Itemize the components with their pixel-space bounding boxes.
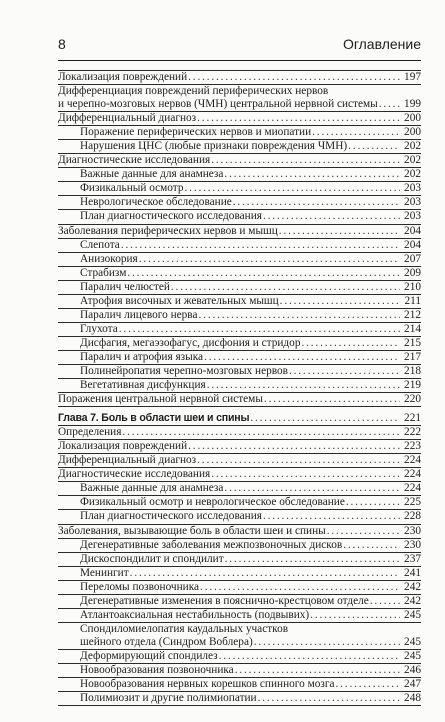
toc-entry-title: Новообразования нервных корешков спинного мозга — [80, 678, 335, 691]
toc-entry[interactable] — [58, 468, 421, 482]
toc-entry[interactable] — [58, 553, 421, 567]
toc-entry-title: Глухота — [80, 322, 118, 335]
toc-page-number: 242 — [404, 580, 421, 593]
toc-page-number: 203 — [404, 182, 421, 195]
toc-page-number: 211 — [404, 294, 421, 307]
dot-leader — [348, 140, 400, 153]
dot-leader — [207, 379, 400, 392]
toc-entry[interactable] — [58, 126, 421, 140]
toc-entry[interactable] — [58, 650, 421, 664]
toc-entry-title: Полимиозит и другие полимиопатии — [80, 692, 257, 705]
toc-page-number: 202 — [404, 154, 421, 167]
toc-page-number: 245 — [404, 649, 421, 662]
toc-page-number: 203 — [404, 196, 421, 209]
dot-leader — [211, 468, 400, 481]
toc-entry[interactable] — [58, 510, 421, 524]
toc-entry-title: Диагностические исследования — [58, 154, 211, 167]
toc-entry-title: Деформирующий спондилез — [80, 649, 218, 662]
toc-entry-title: Заболевания периферических нервов и мышц — [58, 224, 278, 237]
toc-entry[interactable] — [58, 168, 421, 182]
toc-entry-title: Переломы позвоночника — [80, 580, 200, 593]
dot-leader — [301, 337, 400, 350]
toc-page-number: 202 — [404, 140, 421, 153]
toc-page-number: 217 — [404, 350, 421, 363]
toc-page-number: 210 — [404, 280, 421, 293]
toc-page-number: 224 — [404, 468, 421, 481]
toc-entry[interactable] — [58, 525, 421, 539]
toc-entry-title: Дискоспондилит и спондилит — [80, 552, 224, 565]
toc-entry[interactable] — [58, 295, 421, 309]
toc-entry-title: Дифференциальный диагноз — [58, 454, 197, 467]
toc-entry[interactable] — [58, 365, 421, 379]
dot-leader — [310, 609, 400, 622]
dot-leader — [327, 525, 400, 538]
toc-page-number: 204 — [404, 238, 421, 251]
toc-entry-title: Менингит — [80, 566, 129, 579]
toc-entry[interactable] — [58, 281, 421, 295]
dot-leader — [127, 267, 400, 280]
toc-page-number: 224 — [404, 482, 421, 495]
toc-entry-title: Атлантоаксиальная нестабильность (подвывих) — [80, 608, 310, 621]
dot-leader — [312, 126, 400, 139]
toc-entry-title: Дифференциальный диагноз — [58, 112, 197, 125]
toc-entry[interactable] — [58, 351, 421, 365]
toc-page-number: 246 — [404, 663, 421, 676]
toc-entry-title: Физикальный осмотр и неврологическое обследование — [80, 496, 345, 509]
toc-page-number: 218 — [404, 364, 421, 377]
toc-entry[interactable] — [58, 664, 421, 678]
toc-entry[interactable] — [58, 140, 421, 154]
toc-entry-title: Неврологическое обследование — [80, 196, 232, 209]
toc-entry[interactable] — [58, 337, 421, 351]
toc-entry-title-line1: Дифференциация повреждений периферических нервов — [58, 85, 329, 98]
toc-entry-title: Паралич и атрофия языка — [80, 350, 204, 363]
toc-entry-title: Страбизм — [80, 266, 127, 279]
dot-leader — [233, 196, 400, 209]
toc-entry[interactable] — [58, 692, 421, 706]
toc-entry-title: Вегетативная дисфункция — [80, 379, 206, 392]
toc-page-number: 204 — [404, 224, 421, 237]
dot-leader — [264, 393, 400, 406]
running-title: Оглавление — [342, 36, 421, 52]
toc-page-number: 228 — [404, 510, 421, 523]
toc-page-number: 200 — [404, 126, 421, 139]
toc-page-number: 215 — [404, 336, 421, 349]
toc-entry[interactable] — [58, 267, 421, 281]
dot-leader — [219, 650, 400, 663]
toc-page-number: 225 — [404, 496, 421, 509]
toc-entry[interactable] — [58, 379, 421, 393]
toc-page-number: 209 — [404, 266, 421, 279]
toc-entry-title: Паралич челюстей — [80, 280, 170, 293]
toc-entry-title: Диагностические исследования — [58, 468, 211, 481]
toc-entry[interactable] — [58, 154, 421, 168]
dot-leader — [139, 253, 400, 266]
dot-leader — [379, 98, 400, 111]
dot-leader — [185, 182, 400, 195]
toc-entry-title: шейного отдела (Синдром Воблера) — [80, 635, 253, 648]
toc-entry[interactable] — [58, 539, 421, 553]
toc-page-number: 200 — [404, 112, 421, 125]
table-of-contents — [58, 70, 421, 706]
dot-leader — [211, 154, 400, 167]
toc-entry[interactable] — [58, 253, 421, 267]
toc-entry-title: Заболевания, вызывающие боль в области шеи и спины — [58, 524, 326, 537]
dot-leader — [224, 482, 400, 495]
dot-leader — [263, 510, 400, 523]
dot-leader — [197, 454, 400, 467]
toc-page-number: 223 — [404, 440, 421, 453]
toc-page-number: 219 — [404, 379, 421, 392]
toc-page-number: 199 — [404, 98, 421, 111]
toc-entry-title: Полинейропатия черепно-мозговых нервов — [80, 364, 288, 377]
dot-leader — [254, 636, 400, 649]
dot-leader — [370, 595, 400, 608]
toc-page-number: 197 — [404, 71, 421, 83]
dot-leader — [121, 239, 400, 252]
dot-leader — [258, 692, 400, 705]
toc-entry-title: Слепота — [80, 238, 120, 251]
toc-page-number: 222 — [404, 426, 421, 439]
toc-entry[interactable] — [58, 623, 421, 650]
dot-leader — [225, 553, 400, 566]
toc-entry[interactable] — [58, 239, 421, 253]
toc-entry[interactable] — [58, 309, 421, 323]
toc-entry[interactable] — [58, 595, 421, 609]
toc-entry-title: Поражение периферических нервов и миопатии — [80, 126, 312, 139]
toc-page-number: 207 — [404, 252, 421, 265]
dot-leader — [250, 412, 400, 425]
toc-page-number: 203 — [404, 210, 421, 223]
page-number: 8 — [58, 36, 66, 52]
toc-entry-title: Важные данные для анамнеза — [80, 168, 224, 181]
toc-entry[interactable] — [58, 678, 421, 692]
toc-entry[interactable] — [58, 426, 421, 440]
toc-entry[interactable] — [58, 440, 421, 454]
toc-entry[interactable] — [58, 567, 421, 581]
toc-entry[interactable] — [58, 112, 421, 126]
toc-entry[interactable] — [58, 196, 421, 210]
dot-leader — [346, 496, 400, 509]
toc-entry-title: Глава 7. Боль в области шеи и спины — [58, 412, 250, 425]
toc-entry[interactable] — [58, 609, 421, 623]
toc-chapter-entry[interactable] — [58, 412, 421, 426]
toc-entry-title: Определения — [58, 426, 122, 439]
toc-page-number: 214 — [404, 322, 421, 335]
toc-page-number: 224 — [404, 454, 421, 467]
toc-entry-title: План диагностического исследования — [80, 510, 262, 523]
toc-entry-title: Важные данные для анамнеза — [80, 482, 224, 495]
page-header — [58, 36, 421, 58]
toc-entry-title: Новообразования позвоночника — [80, 663, 234, 676]
dot-leader — [200, 581, 400, 594]
toc-entry[interactable] — [58, 496, 421, 510]
dot-leader — [280, 295, 400, 308]
toc-entry[interactable] — [58, 210, 421, 224]
toc-page-number: 245 — [404, 635, 421, 648]
toc-entry-title: Атрофия височных и жевательных мышц — [80, 294, 279, 307]
toc-page-number: 221 — [404, 412, 421, 425]
dot-leader — [224, 168, 400, 181]
dot-leader — [289, 365, 400, 378]
toc-entry[interactable] — [58, 393, 421, 407]
toc-page-number: 248 — [404, 692, 421, 705]
toc-entry-title: План диагностического исследования — [80, 210, 262, 223]
toc-entry-title: Поражения центральной нервной системы — [58, 393, 263, 406]
toc-entry[interactable] — [58, 70, 421, 85]
dot-leader — [119, 323, 400, 336]
toc-page-number: 237 — [404, 552, 421, 565]
toc-entry[interactable] — [58, 581, 421, 595]
toc-entry[interactable] — [58, 323, 421, 337]
toc-page-number: 247 — [404, 678, 421, 691]
toc-page-number: 220 — [404, 393, 421, 406]
dot-leader — [263, 210, 400, 223]
header-rule — [58, 60, 421, 61]
toc-entry-title: Локализация повреждений — [58, 71, 188, 83]
dot-leader — [199, 309, 400, 322]
toc-entry-title: Анизокория — [80, 252, 138, 265]
dot-leader — [130, 567, 400, 580]
dot-leader — [336, 678, 401, 691]
dot-leader — [171, 281, 400, 294]
toc-entry-title: Дегенеративные изменения в пояснично-крестцовом отделе — [80, 594, 369, 607]
toc-entry-title: Паралич лицевого нерва — [80, 308, 198, 321]
dot-leader — [188, 71, 400, 84]
toc-entry[interactable] — [58, 454, 421, 468]
toc-entry-title-line1: Спондиломиелопатия каудальных участков — [80, 622, 289, 635]
toc-page-number: 230 — [404, 538, 421, 551]
toc-page-number: 230 — [404, 524, 421, 537]
toc-page-number: 242 — [404, 594, 421, 607]
toc-page-number: 202 — [404, 168, 421, 181]
toc-entry[interactable] — [58, 482, 421, 496]
toc-entry-title: Нарушения ЦНС (любые признаки повреждения ЧМН) — [80, 140, 348, 153]
dot-leader — [197, 112, 400, 125]
toc-entry-title: Локализация повреждений — [58, 440, 188, 453]
dot-leader — [204, 351, 400, 364]
dot-leader — [279, 225, 400, 238]
toc-entry-title: Дегенеративные заболевания межпозвоночных дисков — [80, 538, 343, 551]
toc-page-number: 241 — [404, 566, 421, 579]
toc-page-number: 212 — [404, 308, 421, 321]
toc-entry-title: Физикальный осмотр — [80, 182, 184, 195]
dot-leader — [188, 440, 400, 453]
dot-leader — [343, 539, 400, 552]
toc-entry[interactable] — [58, 225, 421, 239]
toc-entry[interactable] — [58, 182, 421, 196]
toc-entry[interactable] — [58, 85, 421, 112]
dot-leader — [235, 664, 400, 677]
toc-entry-title: Дисфагия, мегаэзофагус, дисфония и стридор — [80, 336, 301, 349]
toc-page-number: 245 — [404, 608, 421, 621]
dot-leader — [122, 426, 400, 439]
toc-entry-title: и черепно-мозговых нервов (ЧМН) центральной нервной системы — [58, 98, 378, 111]
